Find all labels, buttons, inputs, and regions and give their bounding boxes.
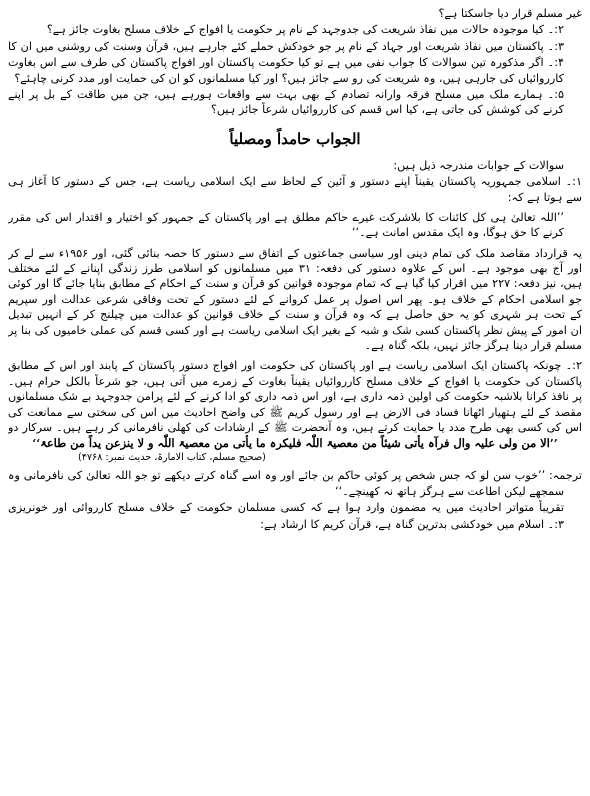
text-line: سمجھے لیکن اطاعت سے ہرگز ہاتھ نہ کھینچے۔‘‘ [335, 484, 564, 498]
text-line: سے ہوتا ہے کہ: [507, 190, 582, 204]
text-line: اس کی کسی بھی طرح مدد یا حمایت کرتے ہیں، وہ آنحضرت ﷺ کے ارشادات کی کھلی نافرمانی کر رہے ہیں۔ سرکار دو [8, 420, 582, 434]
text-line: پر نافذ کرانا بلاشبہ حکومت کی اولین ذمہ داری ہے، اور اس ذمہ داری کو ادا کرنے کے لئے پرامن جدوجہد بے شک مسلمانوں [8, 390, 582, 404]
text-line: ۵:۔ ہمارے ملک میں مسلح فرقہ وارانہ تصادم کے بھی بہت سے واقعات ہورہے ہیں، جن میں طاقت کے بل پر اپنے [8, 87, 564, 101]
hadith-translation [8, 468, 582, 499]
text-line: ۳:۔ پاکستان میں نفاذ شریعت اور جہاد کے نام پر جو خودکش حملے کئے جارہے ہیں، قرآن وسنت کی روشنی میں ان کا [8, 39, 564, 53]
answer-2 [8, 358, 582, 435]
answer-1-quote [8, 210, 582, 241]
answer-3 [8, 517, 582, 532]
text-line: تقریباً متواتر احادیث میں یہ مضمون وارد ہوا ہے کہ کسی مسلمان حکومت کے خلاف مسلح کارروائی اور خونریزی [8, 501, 564, 515]
text-line: پاکستان کی حکومت یا افواج کے خلاف مسلح کارروائیاں یقیناً بغاوت کے زمرے میں آتی ہیں، جو شرعاً بالکل حرام ہیں۔ [8, 374, 582, 388]
answer-1-body [8, 246, 582, 354]
text-line: ترجمہ: ’’خوب سن لو کہ جس شخص پر کوئی حاکم بن جائے اور وہ اسے گناہ کرتے دیکھے تو جو اللہ تعالیٰ کی نافرمانی وہ [8, 469, 582, 483]
text-line: ۴:۔ اگر مذکورہ تین سوالات کا جواب نفی میں ہے تو کیا حکومت پاکستان اور افواج پاکستان کی طرف سے اس بغاوت [8, 56, 564, 70]
question-3 [8, 39, 582, 54]
text-line: ۳:۔ اسلام میں خودکشی بدترین گناہ ہے، قرآن کریم کا ارشاد ہے: [260, 517, 564, 531]
question-4 [8, 55, 582, 86]
answer-heading: الجواب حامداً ومصلیاً [229, 129, 361, 148]
text-line: کرنے کا حق ہوگا، وہ ایک مقدس امانت ہے۔‘‘ [351, 226, 564, 240]
text-line: سوالات کے جوابات مندرجہ ذیل ہیں: [393, 158, 564, 172]
text-line: مقصد کے لئے ہتھیار اٹھانا فساد فی الارض ہے اور رسول کریم ﷺ کی واضح احادیث میں اس کی سختی سے ممانعت کی [8, 405, 582, 419]
hadith-arabic: ’’الا من ولی علیہ وال فرآہ یأتی شیئاً من معصیۃ اللّٰہ فلیکرہ ما یأتی من معصیۃ اللّٰہ و لا ینزعن یداً من طاعۃ‘‘ [32, 436, 558, 451]
text-line: اور آج بھی موجود ہے۔ اس کے علاوہ دستور کی دفعہ: ۳۱ میں مسلمانوں کو اسلامی طرز زندگی اپنانے کے لئے مختلف [8, 262, 582, 276]
question-2 [8, 22, 582, 37]
answer-1 [8, 174, 582, 205]
text-line: مسلم قرار دینا ہرگز جائز نہیں، بلکہ گناہ ہے۔ [364, 339, 582, 353]
text-line: ۲:۔ کیا موجودہ حالات میں نفاذ شریعت کی جدوجہد کے نام پر حکومت یا افواج کے خلاف مسلح بغاوت جائز ہے؟ [46, 23, 564, 37]
hadith-reference: (صحیح مسلم، کتاب الامارۃ، حدیث نمبر: ۴۷۶۸) [78, 452, 266, 464]
answer-intro [8, 158, 582, 173]
text-line: کرنے کی کوشش کی جاتی ہے، کیا اس قسم کی کارروائیاں شرعاً جائز ہیں؟ [210, 103, 564, 117]
text-line: جو اسلامی احکام کے خلاف ہو۔ پھر اس اصول پر عمل کروانے کے لئے دستور کے تحت وفاقی شرعی عدالت اور سپریم [8, 292, 582, 306]
text-line: یہ قرارداد مقاصد ملک کی تمام دینی اور سیاسی جماعتوں کے اتفاق سے دستور کا حصہ بنائی گئی، اور ۱۹۵۶ء سے لے کر [8, 246, 582, 260]
text-line: کارروائیاں کی جارہی ہیں، وہ شریعت کی رو سے جائز ہیں؟ اور کیا مسلمانوں کو ان کی حمایت اور مدد کرنی چاہئے؟ [14, 71, 564, 85]
text-line: ہیں، نیز دفعہ: ۲۲۷ میں اقرار کیا گیا ہے کہ تمام موجودہ قوانین کو قرآن و سنت کے احکام کے مطابق بنایا جائے گا اور کوئی [8, 277, 582, 291]
text-line: ان امور کے پیش نظر پاکستان کسی شک و شبہ کے بغیر ایک اسلامی ریاست ہے اور کسی قسم کی عملی خامیوں کی بنا پر [8, 323, 582, 337]
question-5 [8, 87, 582, 118]
text-line: کے تحت ہر شہری کو یہ حق حاصل ہے کہ وہ قرآن و سنت کے خلاف قوانین کو عدالت میں چیلنج کر کے انہیں تبدیل [8, 308, 582, 322]
intro-paragraph [8, 6, 582, 21]
text-line: ۱:۔ اسلامی جمہوریہ پاکستان یقیناً اپنے دستور و آئین کے لحاظ سے ایک اسلامی ریاست ہے، جس کے دستور کا آغاز ہی [8, 175, 582, 189]
text-line: غیر مسلم قرار دیا جاسکتا ہے؟ [438, 7, 582, 20]
text-line: ۲:۔ چونکہ پاکستان ایک اسلامی ریاست ہے اور پاکستان کی حکومت اور افواج دستور پاکستان کے پابند اور اس کے مطابق [8, 359, 582, 373]
text-line: ’’اللہ تعالیٰ ہی کل کائنات کا بلاشرکت غیرے حاکم مطلق ہے اور پاکستان کے جمہور کو اختیار و اقتدار اس کی مقرر [8, 210, 564, 224]
tawatur-paragraph [8, 500, 582, 515]
